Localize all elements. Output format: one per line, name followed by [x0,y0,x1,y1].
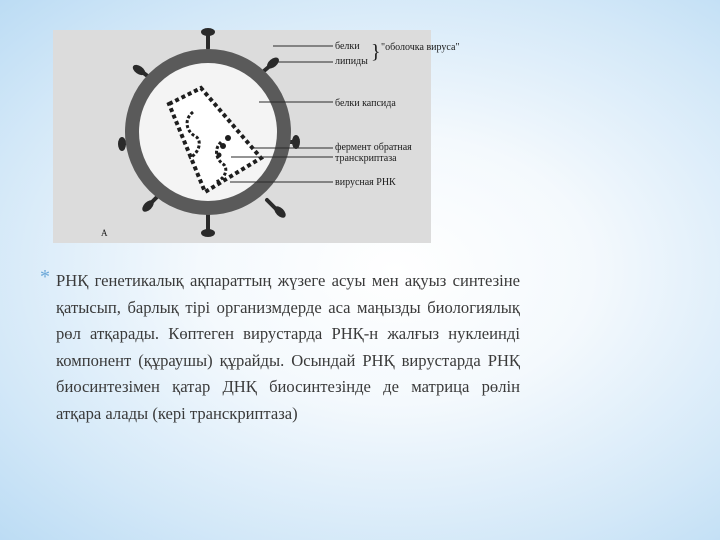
bullet-marker: * [40,266,50,288]
label-rna: вирусная РНК [335,177,396,188]
body-paragraph: РНҚ генетикалық ақпараттың жүзеге асуы мен ақуыз синтезіне қатысып, барлық тірі организмдерде аса маңызды биологиялық рөл атқарады. Көптеген вирустарда РНҚ-н жалғыз нуклеинді компонент (құраушы) құрайды. Осындай РНҚ вирустарда РНҚ биосинтезімен қатар ДНҚ биосинтезінде де матрица рөлін атқара алады (кері транскриптаза) [56,271,520,423]
label-enzyme-line2: транскриптаза [335,153,397,164]
body-text [40,268,520,427]
reverse-transcriptase [225,135,231,141]
label-corner: А [101,228,108,238]
virus-diagram [53,30,460,243]
label-enzyme-line1: фермент обратная [335,142,412,153]
envelope-brace: } [371,41,381,63]
label-proteins: белки [335,41,360,52]
virus-diagram-svg [53,30,460,243]
label-capsid: белки капсида [335,98,396,109]
label-envelope: "оболочка вируса" [381,42,460,53]
label-lipids: липиды [335,56,368,67]
